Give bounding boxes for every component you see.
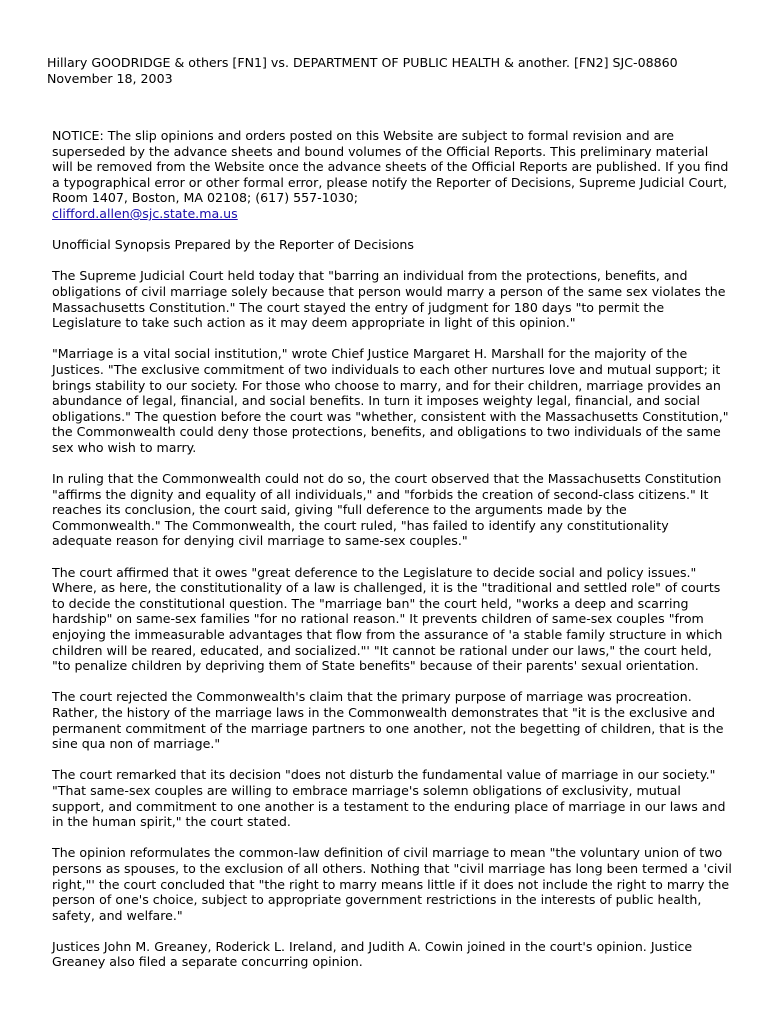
synopsis-heading: Unofficial Synopsis Prepared by the Reporter of Decisions [52, 237, 414, 253]
case-title: Hillary GOODRIDGE & others [FN1] vs. DEPARTMENT OF PUBLIC HEALTH & another. [FN2] SJC-08860 [47, 55, 678, 70]
paragraph-marriage-institution: "Marriage is a vital social institution," wrote Chief Justice Margaret H. Marshall for the majority of the Justices. "The exclusive commitment of two individuals to each other nurtures love and mutual support; it brings stability to our society. For those who choose to marry, and for their children, marriage provides an abundance of legal, financial, and social benefits. In turn it imposes weighty legal, financial, and social obligations." The question before the court was "whether, consistent with the Massachusetts Constitution," the Commonwealth could deny those protections, benefits, and obligations to two individuals of the same sex who wish to marry. [52, 346, 729, 455]
decision-date: November 18, 2003 [47, 71, 173, 86]
case-header [47, 55, 727, 87]
paragraph-holding: The Supreme Judicial Court held today that "barring an individual from the protections, benefits, and obligations of civil marriage solely because that person would marry a person of the same sex violates the Massachusetts Constitution." The court stayed the entry of judgment for 180 days "to permit the Legislature to take such action as it may deem appropriate in light of this opinion." [52, 268, 726, 331]
paragraph-ruling: In ruling that the Commonwealth could not do so, the court observed that the Massachusetts Constitution "affirms the dignity and equality of all individuals," and "forbids the creation of second-class citizens." It reaches its conclusion, the court said, giving "full deference to the arguments made by the Commonwealth." The Commonwealth, the court ruled, "has failed to identify any constitutionality adequate reason for denying civil marriage to same-sex couples." [52, 471, 722, 549]
paragraph-justices: Justices John M. Greaney, Roderick L. Ireland, and Judith A. Cowin joined in the court's opinion. Justice Greaney also filed a separate concurring opinion. [52, 938, 693, 970]
notice-text: NOTICE: The slip opinions and orders posted on this Website are subject to formal revision and are superseded by the advance sheets and bound volumes of the Official Reports. This preliminary material will be removed from the Website once the advance sheets of the Official Reports are published. If you find a typographical error or other formal error, please notify the Reporter of Decisions, Supreme Judicial Court, Room 1407, Boston, MA 02108; (617) 557-1030; [52, 128, 729, 206]
paragraph-deference: The court affirmed that it owes "great deference to the Legislature to decide social and policy issues." Where, as here, the constitutionality of a law is challenged, it is the "traditional and settled role" of courts to decide the constitutional question. The "marriage ban" the court held, "works a deep and scarring hardship" on same-sex families "for no rational reason." It prevents children of same-sex couples "from enjoying the immeasurable advantages that flow from the assurance of 'a stable family structure in which children will be reared, educated, and socialized."' "It cannot be rational under our laws," the court held, "to penalize children by depriving them of State benefits" because of their parents' sexual orientation. [52, 564, 723, 674]
notice-paragraph [52, 128, 732, 222]
paragraph-definition: The opinion reformulates the common-law definition of civil marriage to mean "the voluntary union of two persons as spouses, to the exclusion of all others. Nothing that "civil marriage has long been termed a 'civil right,"' the court concluded that "the right to marry means little if it does not include the right to marry the person of one's choice, subject to appropriate government restrictions in the interests of public health, safety, and welfare." [52, 845, 732, 923]
document-body [52, 128, 732, 986]
paragraph-fundamental-value: The court remarked that its decision "does not disturb the fundamental value of marriage in our society." "That same-sex couples are willing to embrace marriage's solemn obligations of exclusivity, mutual support, and commitment to one another is a testament to the enduring place of marriage in our laws and in the human spirit," the court stated. [52, 767, 726, 830]
paragraph-procreation: The court rejected the Commonwealth's claim that the primary purpose of marriage was procreation. Rather, the history of the marriage laws in the Commonwealth demonstrates that "it is the exclusive and permanent commitment of the marriage partners to one another, not the begetting of children, that is the sine qua non of marriage." [52, 689, 724, 752]
reporter-email-link[interactable]: clifford.allen@sjc.state.ma.us [52, 205, 238, 221]
